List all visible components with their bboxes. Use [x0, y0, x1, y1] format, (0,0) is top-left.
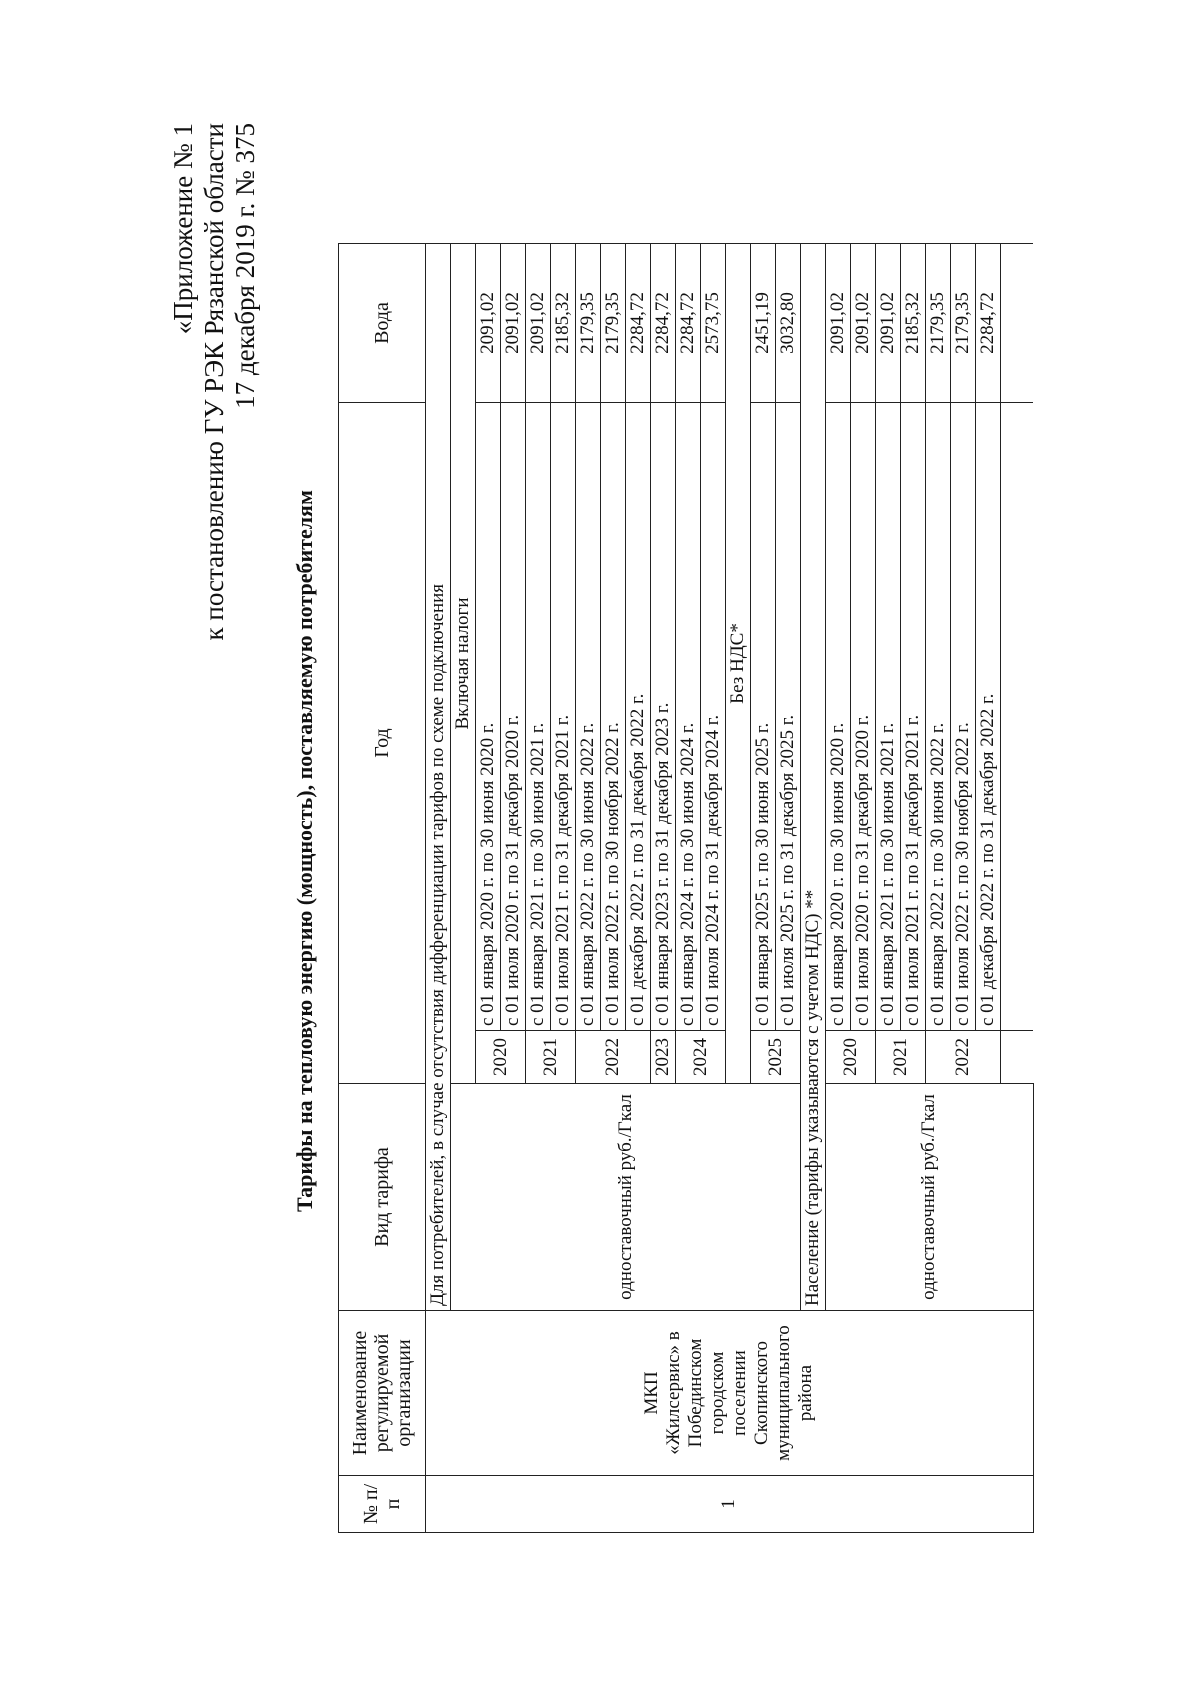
water-value: 2091,02: [476, 244, 501, 403]
water-value: 2179,35: [601, 244, 626, 403]
period-cell: с 01 июля 2025 г. по 31 декабря 2025 г.: [776, 403, 801, 1031]
period-cell: с 01 июля 2021 г. по 31 декабря 2021 г.: [551, 403, 576, 1031]
year-cell: 2022: [576, 1031, 651, 1084]
year-cell: 2020: [476, 1031, 526, 1084]
period-cell: с 01 июля 2021 г. по 31 декабря 2021 г.: [901, 403, 926, 1031]
water-value: 2091,02: [876, 244, 901, 403]
water-value: 2185,32: [901, 244, 926, 403]
appendix-line-3: 17 декабря 2019 г. № 375: [230, 123, 260, 409]
water-value: 2284,72: [676, 244, 701, 403]
rotated-document-page: [50, 41, 1150, 1661]
period-cell: с 01 июля 2022 г. по 30 ноября 2022 г.: [601, 403, 626, 1031]
period-cell: с 01 декабря 2022 г. по 31 декабря 2022 г.: [626, 403, 651, 1031]
section2-title: Население (тарифы указываются с учетом НДС) **: [801, 244, 826, 1311]
water-value: 2573,75: [701, 244, 726, 403]
water-value: 2091,02: [851, 244, 876, 403]
year-cell: 2023: [651, 1031, 676, 1084]
table-header-row: [339, 244, 426, 1533]
period-cell: с 01 июля 2020 г. по 31 декабря 2020 г.: [851, 403, 876, 1031]
appendix-line-2: к постановлению ГУ РЭК Рязанской области: [199, 123, 229, 641]
period-cell: с 01 января 2020 г. по 30 июня 2020 г.: [826, 403, 851, 1031]
water-value: 2185,32: [551, 244, 576, 403]
year-cell: 2024: [676, 1031, 726, 1084]
period-cell: с 01 января 2022 г. по 30 июня 2022 г.: [926, 403, 951, 1031]
empty-cell: [1001, 403, 1034, 1031]
section1-title: Для потребителей, в случае отсутствия дифференциации тарифов по схеме подключения: [426, 244, 451, 1311]
period-cell: с 01 января 2021 г. по 30 июня 2021 г.: [876, 403, 901, 1031]
period-cell: с 01 января 2021 г. по 30 июня 2021 г.: [526, 403, 551, 1031]
empty-cell: [1001, 244, 1034, 403]
water-value: 2091,02: [501, 244, 526, 403]
water-value: 2284,72: [976, 244, 1001, 403]
row-number: 1: [426, 1476, 1034, 1533]
year-cell: 2020: [826, 1031, 876, 1084]
section1-sub-included: Включая налоги: [451, 244, 476, 1084]
organization-name: МКП «Жилсервис» в Побединском городском поселении Скопинского муниципального района: [426, 1311, 1034, 1476]
header-year: Год: [339, 403, 426, 1084]
period-cell: с 01 января 2025 г. по 30 июня 2025 г.: [751, 403, 776, 1031]
water-value: 2179,35: [951, 244, 976, 403]
water-value: 2284,72: [651, 244, 676, 403]
water-value: 2179,35: [926, 244, 951, 403]
section2-tariff-kind: одноставочный руб./Гкал: [826, 1084, 1034, 1311]
period-cell: с 01 июля 2020 г. по 31 декабря 2020 г.: [501, 403, 526, 1031]
empty-cell: [1001, 1031, 1034, 1084]
water-value: 2284,72: [626, 244, 651, 403]
period-cell: с 01 января 2020 г. по 30 июня 2020 г.: [476, 403, 501, 1031]
appendix-line-1: «Приложение № 1: [168, 123, 198, 335]
period-cell: с 01 декабря 2022 г. по 31 декабря 2022 г.: [976, 403, 1001, 1031]
water-value: 2091,02: [826, 244, 851, 403]
year-cell: 2021: [876, 1031, 926, 1084]
header-num: № п/п: [339, 1476, 426, 1533]
header-kind: Вид тарифа: [339, 1084, 426, 1311]
water-value: 2091,02: [526, 244, 551, 403]
period-cell: с 01 января 2024 г. по 30 июня 2024 г.: [676, 403, 701, 1031]
period-cell: с 01 января 2022 г. по 30 июня 2022 г.: [576, 403, 601, 1031]
year-cell: 2022: [926, 1031, 1001, 1084]
period-cell: с 01 января 2023 г. по 31 декабря 2023 г.: [651, 403, 676, 1031]
appendix-header: [168, 123, 261, 640]
header-water: Вода: [339, 244, 426, 403]
section1-title-row: [426, 244, 451, 1533]
water-value: 3032,80: [776, 244, 801, 403]
header-org: Наименование регулируемой организации: [339, 1311, 426, 1476]
water-value: 2179,35: [576, 244, 601, 403]
water-value: 2451,19: [751, 244, 776, 403]
year-cell: 2021: [526, 1031, 576, 1084]
section1-sub-excluded: Без НДС*: [726, 244, 751, 1084]
document-title: Тарифы на тепловую энергию (мощность), поставляемую потребителям: [292, 490, 317, 1212]
tariff-table: [338, 243, 1034, 1533]
period-cell: с 01 июля 2024 г. по 31 декабря 2024 г.: [701, 403, 726, 1031]
year-cell: 2025: [751, 1031, 801, 1084]
period-cell: с 01 июля 2022 г. по 30 ноября 2022 г.: [951, 403, 976, 1031]
section1-tariff-kind: одноставочный руб./Гкал: [451, 1084, 801, 1311]
